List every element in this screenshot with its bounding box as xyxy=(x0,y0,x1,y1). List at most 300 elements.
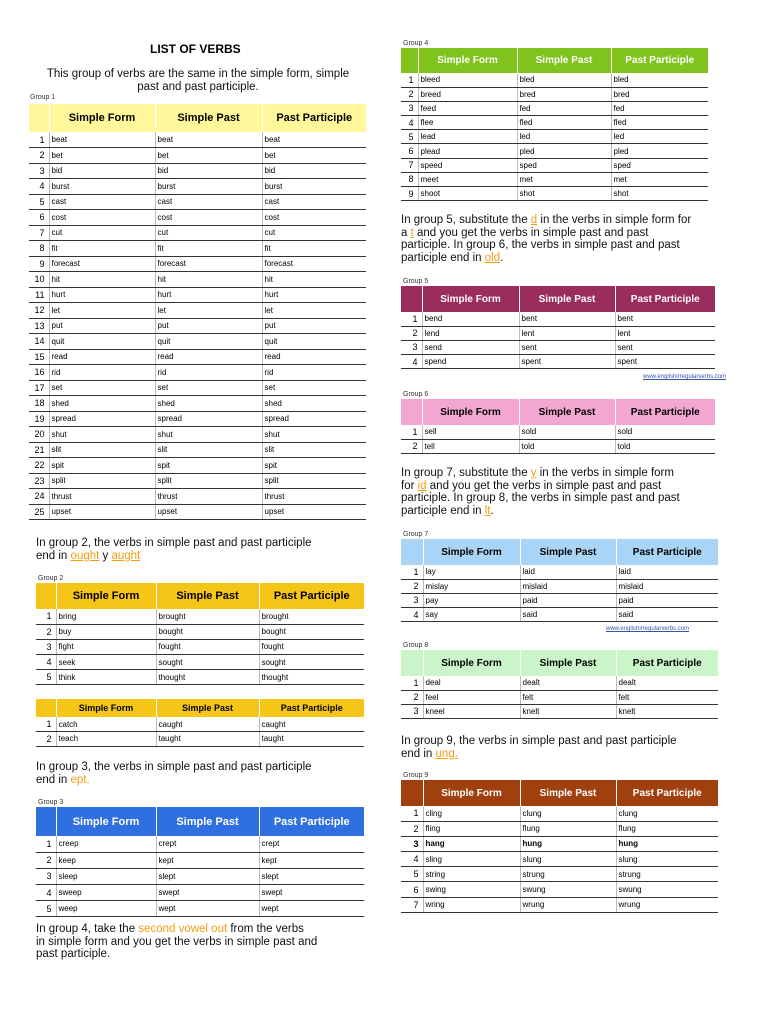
row-number: 2 xyxy=(401,821,423,836)
simple-form-cell: weep xyxy=(56,901,156,917)
simple-form-cell: shed xyxy=(49,396,155,412)
header-simple-form: Simple Form xyxy=(56,699,156,717)
simple-form-cell: lend xyxy=(422,326,519,340)
verb-row xyxy=(29,349,366,365)
row-number: 8 xyxy=(401,172,418,186)
row-number: 19 xyxy=(29,411,49,427)
highlight-aught: aught xyxy=(111,549,141,562)
simple-form-cell: split xyxy=(49,473,155,489)
header-row xyxy=(36,807,364,836)
group-7-8-description: In group 7, substitute the y in the verbs in simple form for id and you get the verbs in simple past and past participle. In group 8, the verbs in simple past and past participle end in lt. xyxy=(401,467,680,517)
past-participle-cell: bent xyxy=(615,312,715,326)
row-number: 3 xyxy=(36,639,56,654)
row-number: 1 xyxy=(401,676,423,690)
simple-form-cell: fight xyxy=(56,639,156,654)
header-number xyxy=(401,48,418,73)
simple-past-cell: thought xyxy=(156,670,259,685)
past-participle-cell: strung xyxy=(616,867,718,882)
group-2b-table xyxy=(36,699,364,747)
header-simple-past: Simple Past xyxy=(517,48,611,73)
simple-form-cell: flee xyxy=(418,116,517,130)
row-number: 14 xyxy=(29,334,49,350)
row-number: 1 xyxy=(401,312,422,326)
simple-form-cell: send xyxy=(422,340,519,354)
header-past-participle: Past Participle xyxy=(616,650,718,676)
row-number: 1 xyxy=(29,132,49,148)
verb-row xyxy=(401,593,718,607)
header-simple-form: Simple Form xyxy=(56,807,156,836)
row-number: 2 xyxy=(401,326,422,340)
past-participle-cell: sent xyxy=(615,340,715,354)
simple-form-cell: slit xyxy=(49,442,155,458)
header-simple-form: Simple Form xyxy=(422,286,519,312)
simple-past-cell: rid xyxy=(155,365,262,381)
past-participle-cell: slung xyxy=(616,852,718,867)
group-9-table xyxy=(401,780,718,913)
simple-form-cell: keep xyxy=(56,852,156,868)
verb-row xyxy=(401,158,708,172)
simple-form-cell: sleep xyxy=(56,868,156,884)
header-number xyxy=(401,399,422,425)
past-participle-cell: quit xyxy=(262,334,366,350)
verb-row xyxy=(401,897,718,912)
simple-form-cell: cut xyxy=(49,225,155,241)
simple-past-cell: pled xyxy=(517,144,611,158)
simple-form-cell: shut xyxy=(49,427,155,443)
simple-form-cell: string xyxy=(423,867,520,882)
past-participle-cell: led xyxy=(611,130,708,144)
simple-form-cell: say xyxy=(423,608,520,622)
verb-row xyxy=(29,303,366,319)
group-5-6-description: In group 5, substitute the d in the verbs in simple form for a t and you get the verbs in simple past and past participle. In group 6, the verbs in simple past and past participle end in old. xyxy=(401,214,692,264)
simple-form-cell: forecast xyxy=(49,256,155,272)
simple-form-cell: fling xyxy=(423,821,520,836)
simple-form-cell: sweep xyxy=(56,885,156,901)
group-7-label: Group 7 xyxy=(403,531,429,538)
row-number: 1 xyxy=(36,609,56,624)
past-participle-cell: let xyxy=(262,303,366,319)
row-number: 6 xyxy=(29,210,49,226)
header-simple-past: Simple Past xyxy=(520,780,616,806)
verb-row xyxy=(29,148,366,164)
group-5-label: Group 5 xyxy=(403,278,429,285)
past-participle-cell: bet xyxy=(262,148,366,164)
simple-form-cell: quit xyxy=(49,334,155,350)
group-4-label: Group 4 xyxy=(403,40,429,47)
header-number xyxy=(401,539,423,565)
row-number: 6 xyxy=(401,144,418,158)
row-number: 10 xyxy=(29,272,49,288)
simple-past-cell: slung xyxy=(520,852,616,867)
past-participle-cell: brought xyxy=(259,609,364,624)
row-number: 3 xyxy=(401,101,418,115)
verb-row xyxy=(401,690,718,704)
verb-row xyxy=(29,163,366,179)
past-participle-cell: caught xyxy=(259,717,364,732)
simple-form-cell: meet xyxy=(418,172,517,186)
header-simple-past: Simple Past xyxy=(156,699,259,717)
past-participle-cell: fed xyxy=(611,101,708,115)
header-row xyxy=(29,104,366,132)
simple-form-cell: cost xyxy=(49,210,155,226)
past-participle-cell: laid xyxy=(616,565,718,579)
simple-past-cell: clung xyxy=(520,806,616,821)
row-number: 4 xyxy=(401,608,423,622)
simple-past-cell: brought xyxy=(156,609,259,624)
past-participle-cell: taught xyxy=(259,732,364,747)
verb-row xyxy=(29,287,366,303)
simple-form-cell: spit xyxy=(49,458,155,474)
row-number: 4 xyxy=(401,852,423,867)
simple-form-cell: creep xyxy=(56,836,156,852)
past-participle-cell: hung xyxy=(616,836,718,851)
row-number: 4 xyxy=(36,655,56,670)
simple-past-cell: laid xyxy=(520,565,616,579)
row-number: 7 xyxy=(29,225,49,241)
header-number xyxy=(401,780,423,806)
simple-form-cell: mislay xyxy=(423,579,520,593)
simple-past-cell: upset xyxy=(155,504,262,520)
past-participle-cell: hit xyxy=(262,272,366,288)
row-number: 9 xyxy=(29,256,49,272)
past-participle-cell: swung xyxy=(616,882,718,897)
simple-form-cell: buy xyxy=(56,624,156,639)
header-simple-past: Simple Past xyxy=(520,650,616,676)
simple-form-cell: upset xyxy=(49,504,155,520)
page-title: LIST OF VERBS xyxy=(150,42,241,56)
row-number: 1 xyxy=(401,73,418,87)
header-simple-past: Simple Past xyxy=(156,807,259,836)
row-number: 22 xyxy=(29,458,49,474)
simple-past-cell: cut xyxy=(155,225,262,241)
row-number: 3 xyxy=(401,340,422,354)
row-number: 12 xyxy=(29,303,49,319)
simple-form-cell: hit xyxy=(49,272,155,288)
past-participle-cell: burst xyxy=(262,179,366,195)
past-participle-cell: said xyxy=(616,608,718,622)
row-number: 6 xyxy=(401,882,423,897)
past-participle-cell: shut xyxy=(262,427,366,443)
row-number: 2 xyxy=(29,148,49,164)
simple-past-cell: cast xyxy=(155,194,262,210)
past-participle-cell: felt xyxy=(616,690,718,704)
simple-past-cell: thrust xyxy=(155,489,262,505)
row-number: 1 xyxy=(401,565,423,579)
header-row xyxy=(401,780,718,806)
row-number: 2 xyxy=(401,87,418,101)
simple-past-cell: met xyxy=(517,172,611,186)
past-participle-cell: hurt xyxy=(262,287,366,303)
highlight-ept: ept. xyxy=(70,773,90,786)
simple-past-cell: fed xyxy=(517,101,611,115)
simple-form-cell: beat xyxy=(49,132,155,148)
row-number: 7 xyxy=(401,897,423,912)
verb-row xyxy=(401,340,715,354)
simple-form-cell: fit xyxy=(49,241,155,257)
header-number xyxy=(401,286,422,312)
row-number: 25 xyxy=(29,504,49,520)
verb-row xyxy=(29,396,366,412)
group-2-table xyxy=(36,583,364,685)
simple-past-cell: bid xyxy=(155,163,262,179)
verb-row xyxy=(401,144,708,158)
simple-form-cell: seek xyxy=(56,655,156,670)
group-5-table xyxy=(401,286,715,369)
row-number: 3 xyxy=(36,868,56,884)
header-simple-form: Simple Form xyxy=(56,583,156,609)
simple-past-cell: fit xyxy=(155,241,262,257)
simple-past-cell: hung xyxy=(520,836,616,851)
verb-row xyxy=(29,210,366,226)
simple-form-cell: bleed xyxy=(418,73,517,87)
simple-form-cell: deal xyxy=(423,676,520,690)
verb-row xyxy=(29,504,366,520)
row-number: 18 xyxy=(29,396,49,412)
row-number: 11 xyxy=(29,287,49,303)
header-number xyxy=(36,807,56,836)
row-number: 5 xyxy=(401,130,418,144)
header-simple-form: Simple Form xyxy=(422,399,519,425)
header-simple-form: Simple Form xyxy=(423,780,520,806)
simple-past-cell: spent xyxy=(519,355,615,369)
header-simple-past: Simple Past xyxy=(155,104,262,132)
past-participle-cell: set xyxy=(262,380,366,396)
past-participle-cell: bid xyxy=(262,163,366,179)
simple-form-cell: bet xyxy=(49,148,155,164)
simple-form-cell: breed xyxy=(418,87,517,101)
header-simple-form: Simple Form xyxy=(418,48,517,73)
group-6-label: Group 6 xyxy=(403,391,429,398)
simple-past-cell: led xyxy=(517,130,611,144)
simple-form-cell: read xyxy=(49,349,155,365)
simple-form-cell: feel xyxy=(423,690,520,704)
row-number: 16 xyxy=(29,365,49,381)
header-simple-past: Simple Past xyxy=(156,583,259,609)
row-number: 1 xyxy=(36,836,56,852)
simple-past-cell: wrung xyxy=(520,897,616,912)
simple-form-cell: sell xyxy=(422,425,519,439)
past-participle-cell: wept xyxy=(259,901,364,917)
header-number xyxy=(401,650,423,676)
verb-row xyxy=(29,194,366,210)
header-past-participle: Past Participle xyxy=(615,286,715,312)
simple-past-cell: told xyxy=(519,439,615,453)
verb-row xyxy=(29,380,366,396)
simple-form-cell: bid xyxy=(49,163,155,179)
past-participle-cell: mislaid xyxy=(616,579,718,593)
group-9-description: In group 9, the verbs in simple past and past participle end in ung. xyxy=(401,735,677,760)
row-number: 3 xyxy=(401,593,423,607)
past-participle-cell: flung xyxy=(616,821,718,836)
simple-past-cell: cost xyxy=(155,210,262,226)
verb-row xyxy=(401,130,708,144)
verb-row xyxy=(36,868,364,884)
header-simple-past: Simple Past xyxy=(519,286,615,312)
verb-row xyxy=(401,676,718,690)
past-participle-cell: spent xyxy=(615,355,715,369)
group-3-description: In group 3, the verbs in simple past and past participle end in ept. xyxy=(36,761,312,786)
row-number: 3 xyxy=(401,836,423,851)
past-participle-cell: wrung xyxy=(616,897,718,912)
simple-form-cell: cling xyxy=(423,806,520,821)
simple-form-cell: set xyxy=(49,380,155,396)
header-row xyxy=(401,399,715,425)
past-participle-cell: bought xyxy=(259,624,364,639)
group-6-table xyxy=(401,399,715,454)
group-4-table xyxy=(401,48,708,201)
group-8-label: Group 8 xyxy=(403,642,429,649)
simple-past-cell: dealt xyxy=(520,676,616,690)
header-simple-past: Simple Past xyxy=(520,539,616,565)
header-row xyxy=(36,583,364,609)
verb-row xyxy=(401,806,718,821)
verb-row xyxy=(29,225,366,241)
row-number: 2 xyxy=(401,579,423,593)
simple-past-cell: shot xyxy=(517,187,611,201)
past-participle-cell: thrust xyxy=(262,489,366,505)
past-participle-cell: spread xyxy=(262,411,366,427)
verb-row xyxy=(36,717,364,732)
header-number xyxy=(36,699,56,717)
simple-form-cell: catch xyxy=(56,717,156,732)
highlight-second-vowel: second vowel out xyxy=(138,923,228,935)
verb-row xyxy=(401,355,715,369)
group-1-label: Group 1 xyxy=(30,94,56,101)
verb-row xyxy=(36,901,364,917)
simple-past-cell: kept xyxy=(156,852,259,868)
simple-past-cell: said xyxy=(520,608,616,622)
simple-form-cell: feed xyxy=(418,101,517,115)
simple-past-cell: sold xyxy=(519,425,615,439)
verb-row xyxy=(29,256,366,272)
header-past-participle: Past Participle xyxy=(615,399,715,425)
row-number: 3 xyxy=(401,704,423,718)
simple-past-cell: put xyxy=(155,318,262,334)
simple-past-cell: strung xyxy=(520,867,616,882)
verb-row xyxy=(29,334,366,350)
simple-form-cell: burst xyxy=(49,179,155,195)
verb-row xyxy=(401,425,715,439)
simple-past-cell: quit xyxy=(155,334,262,350)
verb-row xyxy=(401,565,718,579)
simple-past-cell: slept xyxy=(156,868,259,884)
header-simple-form: Simple Form xyxy=(423,650,520,676)
verb-row xyxy=(29,458,366,474)
verb-row xyxy=(36,836,364,852)
simple-past-cell: fled xyxy=(517,116,611,130)
past-participle-cell: slit xyxy=(262,442,366,458)
past-participle-cell: met xyxy=(611,172,708,186)
header-past-participle: Past Participle xyxy=(262,104,366,132)
past-participle-cell: thought xyxy=(259,670,364,685)
header-number xyxy=(36,583,56,609)
past-participle-cell: told xyxy=(615,439,715,453)
past-participle-cell: cast xyxy=(262,194,366,210)
verb-row xyxy=(36,732,364,747)
past-participle-cell: kept xyxy=(259,852,364,868)
simple-form-cell: hang xyxy=(423,836,520,851)
simple-form-cell: teach xyxy=(56,732,156,747)
past-participle-cell: upset xyxy=(262,504,366,520)
past-participle-cell: beat xyxy=(262,132,366,148)
row-number: 3 xyxy=(29,163,49,179)
row-number: 2 xyxy=(401,439,422,453)
simple-form-cell: bend xyxy=(422,312,519,326)
simple-past-cell: bet xyxy=(155,148,262,164)
group-2-label: Group 2 xyxy=(38,575,64,582)
past-participle-cell: dealt xyxy=(616,676,718,690)
simple-past-cell: read xyxy=(155,349,262,365)
header-simple-form: Simple Form xyxy=(49,104,155,132)
header-row xyxy=(401,539,718,565)
verb-row xyxy=(401,312,715,326)
row-number: 4 xyxy=(401,116,418,130)
verb-row xyxy=(29,318,366,334)
simple-form-cell: kneel xyxy=(423,704,520,718)
simple-past-cell: shut xyxy=(155,427,262,443)
past-participle-cell: cost xyxy=(262,210,366,226)
simple-past-cell: paid xyxy=(520,593,616,607)
row-number: 5 xyxy=(29,194,49,210)
past-participle-cell: rid xyxy=(262,365,366,381)
verb-row xyxy=(29,489,366,505)
row-number: 4 xyxy=(36,885,56,901)
simple-form-cell: pay xyxy=(423,593,520,607)
verb-row xyxy=(36,609,364,624)
verb-row xyxy=(401,852,718,867)
simple-past-cell: taught xyxy=(156,732,259,747)
past-participle-cell: forecast xyxy=(262,256,366,272)
past-participle-cell: paid xyxy=(616,593,718,607)
row-number: 4 xyxy=(401,355,422,369)
verb-row xyxy=(401,836,718,851)
verb-row xyxy=(401,882,718,897)
simple-past-cell: flung xyxy=(520,821,616,836)
header-past-participle: Past Participle xyxy=(259,807,364,836)
simple-past-cell: bled xyxy=(517,73,611,87)
verb-row xyxy=(401,867,718,882)
past-participle-cell: bled xyxy=(611,73,708,87)
past-participle-cell: clung xyxy=(616,806,718,821)
simple-past-cell: spread xyxy=(155,411,262,427)
past-participle-cell: cut xyxy=(262,225,366,241)
simple-past-cell: slit xyxy=(155,442,262,458)
simple-past-cell: sped xyxy=(517,158,611,172)
verb-row xyxy=(36,655,364,670)
header-row xyxy=(401,48,708,73)
past-participle-cell: crept xyxy=(259,836,364,852)
row-number: 5 xyxy=(36,901,56,917)
simple-form-cell: put xyxy=(49,318,155,334)
simple-form-cell: lead xyxy=(418,130,517,144)
past-participle-cell: pled xyxy=(611,144,708,158)
past-participle-cell: bred xyxy=(611,87,708,101)
row-number: 2 xyxy=(36,732,56,747)
simple-form-cell: let xyxy=(49,303,155,319)
simple-form-cell: bring xyxy=(56,609,156,624)
verb-row xyxy=(401,821,718,836)
header-simple-form: Simple Form xyxy=(423,539,520,565)
simple-past-cell: wept xyxy=(156,901,259,917)
simple-past-cell: bought xyxy=(156,624,259,639)
simple-past-cell: fought xyxy=(156,639,259,654)
verb-row xyxy=(401,326,715,340)
simple-form-cell: sling xyxy=(423,852,520,867)
past-participle-cell: swept xyxy=(259,885,364,901)
header-row xyxy=(36,699,364,717)
row-number: 21 xyxy=(29,442,49,458)
verb-row xyxy=(401,101,708,115)
